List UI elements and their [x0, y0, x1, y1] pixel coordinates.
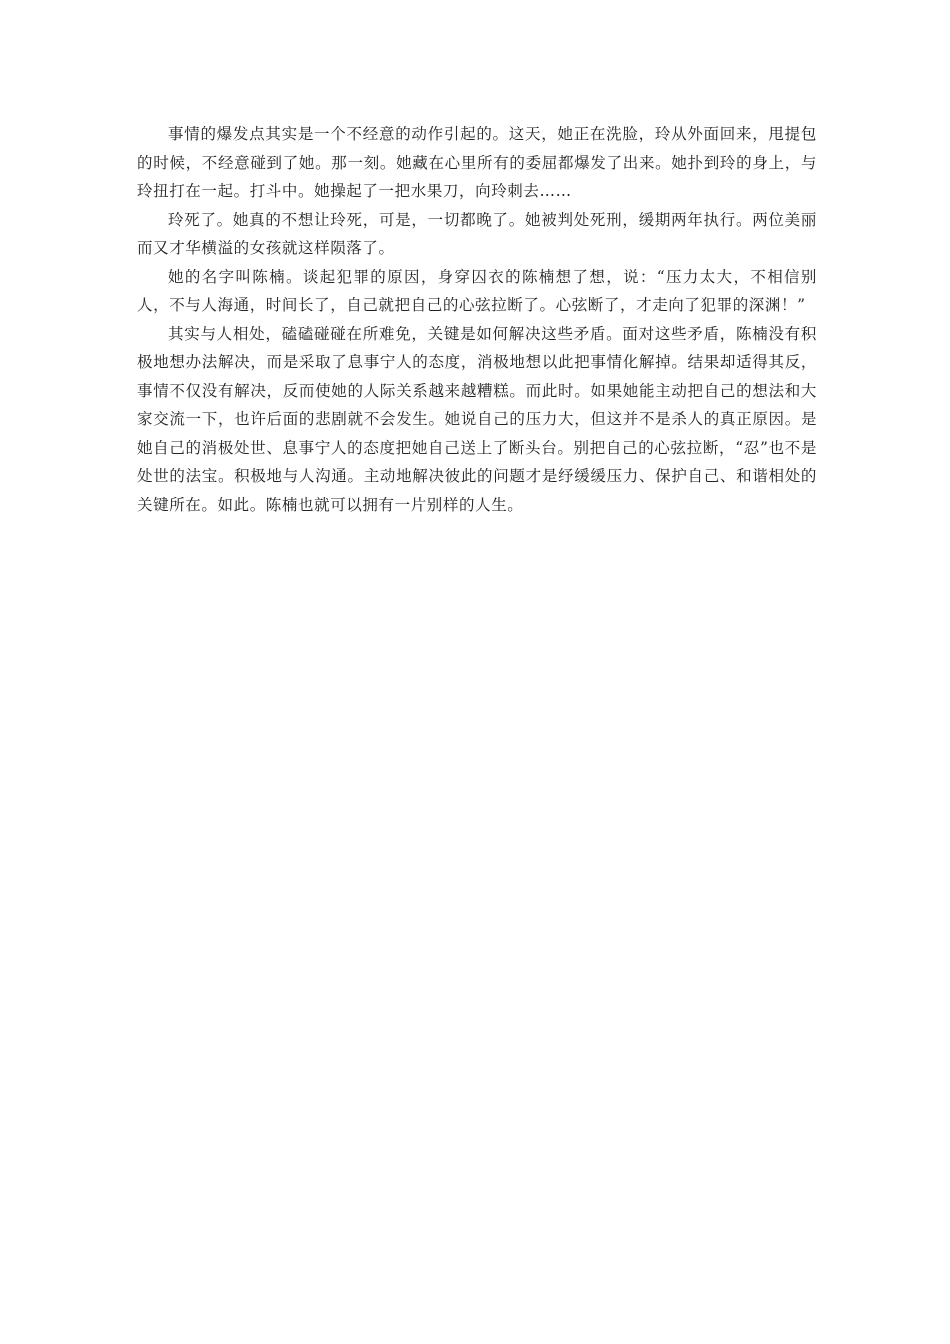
- paragraph: 其实与人相处，磕磕碰碰在所难免，关键是如何解决这些矛盾。面对这些矛盾，陈楠没有积极地想办法解决，而是采取了息事宁人的态度，消极地想以此把事情化解掉。结果却适得其反，事情不仅没有解决，反而使她的人际关系越来越糟糕。而此时。如果她能主动把自己的想法和大家交流一下，也许后面的悲剧就不会发生。她说自己的压力大，但这并不是杀人的真正原因。是她自己的消极处世、息事宁人的态度把她自己送上了断头台。别把自己的心弦拉断，“忍”也不是处世的法宝。积极地与人沟通。主动地解决彼此的问题才是纾缓缓压力、保护自己、和谐相处的关键所在。如此。陈楠也就可以拥有一片别样的人生。: [137, 324, 817, 514]
- paragraph: 事情的爆发点其实是一个不经意的动作引起的。这天，她正在洗脸，玲从外面回来，甩提包的时候，不经意碰到了她。那一刻。她藏在心里所有的委屈都爆发了出来。她扑到玲的身上，与玲扭打在一起。打斗中。她操起了一把水果刀，向玲刺去……: [137, 125, 817, 200]
- paragraph: 玲死了。她真的不想让玲死，可是，一切都晚了。她被判处死刑，缓期两年执行。两位美丽而又才华横溢的女孩就这样陨落了。: [137, 210, 817, 257]
- paragraph: 她的名字叫陈楠。谈起犯罪的原因，身穿囚衣的陈楠想了想，说：“压力太大，不相信别人，不与人海通，时间长了，自己就把自己的心弦拉断了。心弦断了，才走向了犯罪的深渊！”: [137, 267, 817, 314]
- document-body: [137, 120, 817, 519]
